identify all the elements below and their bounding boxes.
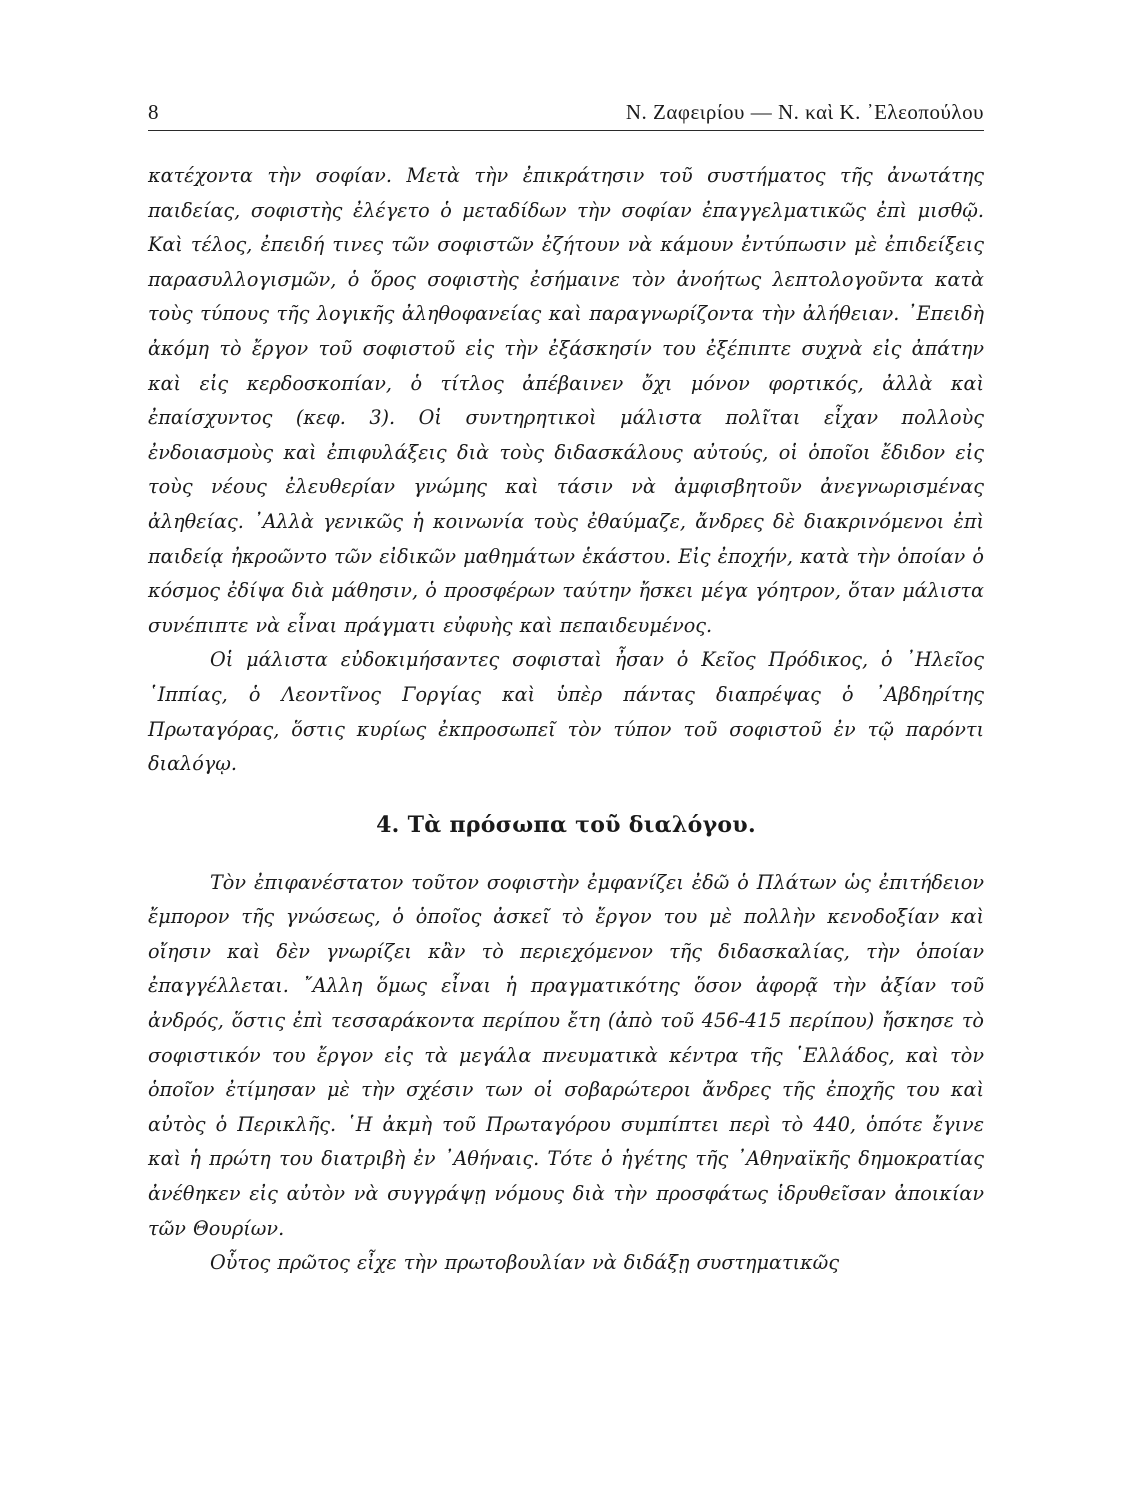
paragraph-sophists: Οἱ μάλιστα εὐδοκιμήσαντες σοφισταὶ ἦσαν ὁ Κεῖος Πρόδικος, ὁ ᾿Ηλεῖος ῾Ιππίας, ὁ Λεοντῖνος Γοργίας καὶ ὑπὲρ πάντας διαπρέψας ὁ ᾿Αβδηρίτης Πρωταγόρας, ὅστις κυρίως ἐκπροσωπεῖ τὸν τύπον τοῦ σοφιστοῦ ἐν τῷ παρόντι διαλόγῳ. (148, 648, 984, 776)
header-rule (148, 130, 984, 131)
page-number: 8 (148, 100, 159, 124)
running-head (148, 96, 984, 126)
paragraph-continued: κατέχοντα τὴν σοφίαν. Μετὰ τὴν ἐπικράτησιν τοῦ συστήματος τῆς ἀνωτάτης παιδείας, σοφιστὴς ἐλέγετο ὁ μεταδίδων τὴν σοφίαν ἐπαγγελματικῶς ἐπὶ μισθῷ. Καὶ τέλος, ἐπειδή τινες τῶν σοφιστῶν ἐζήτουν νὰ κάμουν ἐντύπωσιν μὲ ἐπιδείξεις παρασυλλογισμῶν, ὁ ὅρος σοφιστὴς ἐσήμαινε τὸν ἀνοήτως λεπτολογοῦντα κατὰ τοὺς τύπους τῆς λογικῆς ἀληθοφανείας καὶ παραγνωρίζοντα τὴν ἀλήθειαν. ᾿Επειδὴ ἀκόμη τὸ ἔργον τοῦ σοφιστοῦ εἰς τὴν ἐξάσκησίν του ἐξέπιπτε συχνὰ εἰς ἀπάτην καὶ εἰς κερδοσκοπίαν, ὁ τίτλος ἀπέβαινεν ὄχι μόνον φορτικός, ἀλλὰ καὶ ἐπαίσχυντος (κεφ. 3). Οἱ συντηρητικοὶ μάλιστα πολῖται εἶχαν πολλοὺς ἐνδοιασμοὺς καὶ ἐπιφυλάξεις διὰ τοὺς διδασκάλους αὐτούς, οἱ ὁποῖοι ἔδιδον εἰς τοὺς νέους ἐλευθερίαν γνώμης καὶ τάσιν νὰ ἀμφισβητοῦν ἀνεγνωρισμένας ἀληθείας. ᾿Αλλὰ γενικῶς ἡ κοινωνία τοὺς ἐθαύμαζε, ἄνδρες δὲ διακρινόμενοι ἐπὶ παιδείᾳ ἠκροῶντο τῶν εἰδικῶν μαθημάτων ἑκάστου. Εἰς ἐποχήν, κατὰ τὴν ὁποίαν ὁ κόσμος ἐδίψα διὰ μάθησιν, ὁ προσφέρων ταύτην ἤσκει μέγα γόητρον, ὅταν μάλιστα συνέπιπτε νὰ εἶναι πράγματι εὐφυὴς καὶ πεπαιδευμένος. (148, 164, 984, 637)
section-heading: 4. Τὰ πρόσωπα τοῦ διαλόγου. (376, 811, 756, 838)
paragraph-protagoras: Τὸν ἐπιφανέστατον τοῦτον σοφιστὴν ἐμφανίζει ἐδῶ ὁ Πλάτων ὡς ἐπιτήδειον ἔμπορον τῆς γνώσεως, ὁ ὁποῖος ἀσκεῖ τὸ ἔργον του μὲ πολλὴν κενοδοξίαν καὶ οἴησιν καὶ δὲν γνωρίζει κἂν τὸ περιεχόμενον τῆς διδασκαλίας, τὴν ὁποίαν ἐπαγγέλλεται. ῎Αλλη ὅμως εἶναι ἡ πραγματικότης ὅσον ἀφορᾷ τὴν ἀξίαν τοῦ ἀνδρός, ὅστις ἐπὶ τεσσαράκοντα περίπου ἔτη (ἀπὸ τοῦ 456-415 περίπου) ἤσκησε τὸ σοφιστικόν του ἔργον εἰς τὰ μεγάλα πνευματικὰ κέντρα τῆς ῾Ελλάδος, καὶ τὸν ὁποῖον ἐτίμησαν μὲ τὴν σχέσιν των οἱ σοβαρώτεροι ἄνδρες τῆς ἐποχῆς του καὶ αὐτὸς ὁ Περικλῆς. ῾Η ἀκμὴ τοῦ Πρωταγόρου συμπίπτει περὶ τὸ 440, ὁπότε ἔγινε καὶ ἡ πρώτη του διατριβὴ ἐν ᾿Αθήναις. Τότε ὁ ἡγέτης τῆς ᾿Αθηναϊκῆς δημοκρατίας ἀνέθηκεν εἰς αὐτὸν νὰ συγγράψῃ νόμους διὰ τὴν προσφάτως ἱδρυθεῖσαν ἀποικίαν τῶν Θουρίων. (148, 870, 984, 1240)
paragraph-final: Οὗτος πρῶτος εἶχε τὴν πρωτοβουλίαν νὰ διδάξῃ συστηματικῶς (210, 1251, 840, 1275)
running-title: Ν. Ζαφειρίου — Ν. καὶ Κ. ᾿Ελεοπούλου (625, 100, 984, 124)
body-text (148, 159, 984, 1281)
book-page (148, 96, 984, 1281)
